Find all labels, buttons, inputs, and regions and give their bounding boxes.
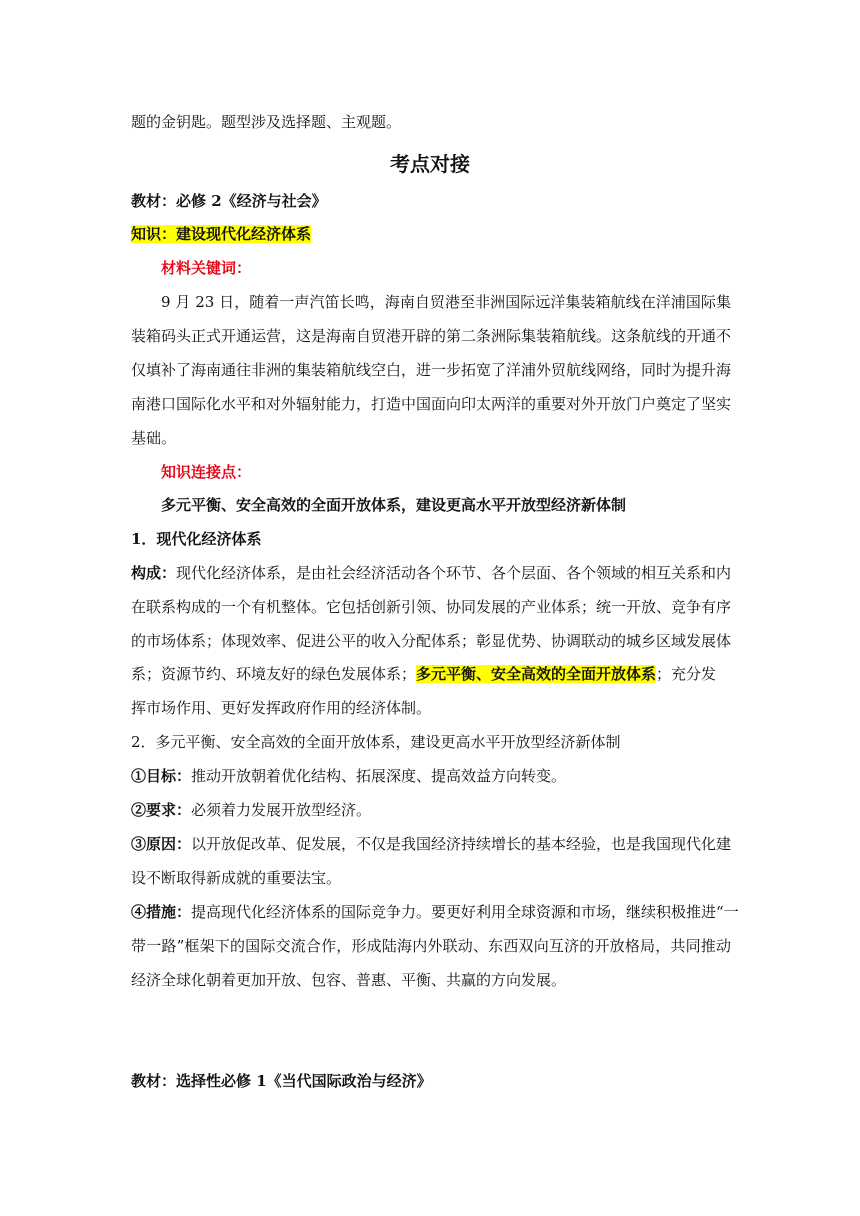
intro-tail-text: 题的金钥匙。题型涉及选择题、主观题。 [131, 113, 402, 131]
requirement-label: ②要求： [131, 801, 192, 819]
measure-text: 提高现代化经济体系的国际竞争力。要更好利用全球资源和市场，继续积极推进“一 [191, 903, 739, 921]
material-line: 南港口国际化水平和对外辐射能力，打造中国面向印太两洋的重要对外开放门户奠定了坚实 [131, 395, 732, 413]
measure-line: 经济全球化朝着更加开放、包容、普惠、平衡、共赢的方向发展。 [131, 971, 567, 989]
composition-line [131, 663, 731, 685]
reason-line [131, 833, 731, 855]
requirement-text: 必须着力发展开放型经济。 [191, 801, 372, 819]
knowledge-link-heading: 多元平衡、安全高效的全面开放体系，建设更高水平开放型经济新体制 [161, 496, 627, 514]
composition-line: 在联系构成的一个有机整体。它包括创新引领、协同发展的产业体系；统一开放、竞争有序 [131, 598, 732, 616]
goal-line [131, 765, 731, 787]
item-1-heading: 1．现代化经济体系 [131, 530, 262, 548]
reason-line: 设不断取得新成就的重要法宝。 [131, 869, 342, 887]
material-line: 仅填补了海南通往非洲的集装箱航线空白，进一步拓宽了洋浦外贸航线网络，同时为提升海 [131, 361, 732, 379]
material-line: 9 月 23 日，随着一声汽笛长鸣，海南自贸港至非洲国际远洋集装箱航线在洋浦国际集 [161, 293, 731, 311]
material-keyword-label: 材料关键词： [161, 259, 252, 277]
textbook-2-label: 教材：选择性必修 1《当代国际政治与经济》 [131, 1072, 432, 1090]
highlighted-open-system: 多元平衡、安全高效的全面开放体系 [416, 665, 657, 683]
composition-label: 构成： [131, 564, 177, 582]
requirement-line [131, 799, 731, 821]
item-2-heading: 2．多元平衡、安全高效的全面开放体系，建设更高水平开放型经济新体制 [131, 733, 621, 751]
composition-text: 现代化经济体系，是由社会经济活动各个环节、各个层面、各个领域的相互关系和内 [176, 564, 732, 582]
knowledge-link-label: 知识连接点： [161, 463, 252, 481]
composition-text: 系；资源节约、环境友好的绿色发展体系； [131, 665, 417, 683]
measure-line [131, 901, 739, 923]
composition-line: 的市场体系；体现效率、促进公平的收入分配体系；彰显优势、协调联动的城乡区域发展体 [131, 632, 732, 650]
goal-text: 推动开放朝着优化结构、拓展深度、提高效益方向转变。 [191, 767, 567, 785]
textbook-1-label: 教材：必修 2《经济与社会》 [131, 192, 327, 210]
measure-line: 带一路”框架下的国际交流合作，形成陆海内外联动、东西双向互济的开放格局，共同推动 [131, 937, 731, 955]
composition-line: 挥市场作用、更好发挥政府作用的经济体制。 [131, 699, 432, 717]
measure-label: ④措施： [131, 903, 192, 921]
goal-label: ①目标： [131, 767, 192, 785]
section-title: 考点对接 [390, 152, 470, 176]
reason-label: ③原因： [131, 835, 192, 853]
knowledge-heading-highlight: 知识：建设现代化经济体系 [131, 225, 312, 243]
reason-text: 以开放促改革、促发展，不仅是我国经济持续增长的基本经验，也是我国现代化建 [191, 835, 732, 853]
composition-text: ；充分发 [656, 665, 717, 683]
material-line: 基础。 [131, 429, 177, 447]
composition-line [131, 562, 731, 584]
material-line: 装箱码头正式开通运营，这是海南自贸港开辟的第二条洲际集装箱航线。这条航线的开通不 [131, 327, 732, 345]
knowledge-heading [131, 223, 731, 245]
